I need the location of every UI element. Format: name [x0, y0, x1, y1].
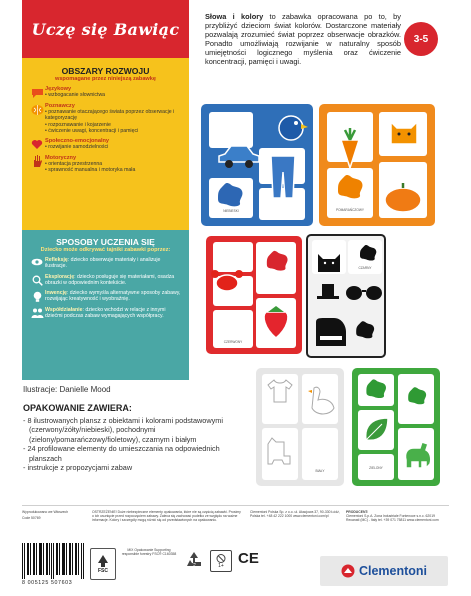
area-item: • sprawność manualna i motoryka mała — [45, 167, 182, 173]
series-logo: Uczę się Bawiąc — [31, 19, 180, 39]
tree-icon — [96, 554, 110, 568]
board-card — [302, 428, 338, 480]
brand-emblem-icon — [341, 564, 355, 578]
leaf-piece — [362, 414, 392, 444]
no-child-icon — [215, 554, 227, 563]
sunglasses-piece — [344, 284, 384, 302]
area-item: • wzbogacanie słownictwa — [45, 92, 182, 98]
board-label: ZIELONY — [369, 465, 383, 470]
recycling-symbol — [184, 550, 204, 570]
product-description — [205, 12, 401, 66]
learning-title: SPOSOBY UCZENIA SIĘ — [56, 237, 155, 247]
dog-piece — [264, 436, 296, 466]
board-blue — [201, 104, 313, 226]
distributor-text: Clementoni Polska Sp. z o.o. ul. Akacjowa 37, 90-330 Łódź, Polska tel. +48 42 222 1000 www.clementoni.com/pl — [250, 510, 340, 519]
splash-piece — [406, 386, 428, 406]
development-panel — [22, 58, 189, 230]
way-text: : dziecko obserwuje materiały i analizuje ilustracje. — [45, 257, 161, 270]
brand-logo — [320, 556, 448, 586]
area-name: Poznawczy — [45, 103, 75, 109]
package-list — [23, 416, 245, 473]
crab-piece — [210, 268, 244, 294]
board-label: CZERWONY — [223, 340, 243, 344]
hat-piece — [316, 282, 340, 300]
board-white — [256, 368, 344, 486]
board-black — [306, 234, 386, 358]
board-green — [352, 368, 440, 486]
area-item: • orientacja przestrzenna — [45, 161, 182, 167]
brain-icon — [29, 103, 45, 117]
area-item: • ćwiczenie uwagi, koncentracji i pamięci — [45, 128, 182, 134]
eye-icon — [29, 257, 45, 270]
way-text: : dziecko wymyśla alternatywne sposoby zabawy, rozwijając kreatywność i wyobraźnię. — [45, 290, 181, 303]
brand-name: Clementoni — [358, 564, 428, 578]
learning-panel — [22, 230, 189, 380]
producer-block — [346, 510, 446, 523]
area-name: Językowy — [45, 86, 72, 92]
way-text: : dziecko wchodzi w relacje z innymi dziećmi podczas zabaw wymagających współpracy. — [45, 307, 166, 320]
fsc-text: MIX Opakowanie Supporting responsible forestry FSC® C160358 — [121, 548, 177, 557]
strawberry-piece — [260, 302, 292, 340]
splash-piece — [335, 174, 365, 200]
magnifier-icon — [29, 274, 45, 287]
board-card — [209, 112, 253, 148]
area-motor — [29, 155, 182, 174]
learning-subtitle: Dziecko może odkrywać tajniki zabawki poprzez: — [40, 247, 171, 253]
description-text: to zabawka opracowana po to, by przybliżyć dzieciom świat kolorów. Dostarczone materiały pozwalają zrozumieć świat poprzez obserwacje obrazków. Ponadto umożliwiają rozwijanie w naturalny sposób umiejętności logicznego myślenia oraz ćwiczenie koncentracji, pamięci i uwagi. — [205, 12, 401, 66]
left-column — [22, 0, 189, 380]
age-warning-symbol — [210, 550, 232, 572]
way-name: Inwencję — [45, 290, 67, 297]
way-exploration — [29, 274, 182, 287]
footer-divider — [22, 505, 449, 506]
splash-piece — [364, 378, 388, 400]
development-subtitle: wspomagane przez niniejszą zabawkę — [54, 76, 157, 82]
made-in-text — [22, 510, 82, 520]
way-text: : dziecko posługuje się materiałami, osadza obrazki w odpowiednim kontekście. — [45, 273, 175, 286]
area-cognitive — [29, 103, 182, 135]
hand-icon — [29, 155, 45, 169]
splash-piece — [354, 320, 376, 340]
splash-piece — [264, 250, 290, 272]
way-name: Eksplorację — [45, 273, 75, 280]
goose-piece — [306, 384, 336, 418]
pumpkin-piece — [383, 182, 423, 214]
fsc-logo — [90, 548, 116, 580]
way-name: Refleksję — [45, 257, 68, 263]
producer-title: PRODUCENT: — [346, 510, 369, 514]
area-name: Motoryczny — [45, 154, 77, 161]
piano-piece — [314, 316, 348, 348]
board-card — [358, 454, 394, 480]
product-code: Code 50769 — [22, 516, 41, 521]
age-badge: 3-5 — [404, 22, 438, 56]
way-reflection — [29, 257, 182, 270]
bulb-icon — [29, 290, 45, 303]
board-label: POMARAŃCZOWY — [336, 208, 364, 212]
shirt-piece — [266, 378, 294, 404]
speech-icon — [29, 86, 45, 100]
description-strong: Słowa i kolory — [205, 12, 264, 21]
way-cooperation — [29, 307, 182, 320]
car-piece — [217, 144, 261, 170]
area-item: • rozwijanie samodzielności — [45, 144, 182, 150]
splash-piece — [358, 244, 378, 262]
area-item: • poznawanie otaczającego świata poprzez obserwacje i kategoryzację — [45, 109, 182, 122]
fsc-label: FSC — [98, 568, 108, 574]
area-social — [29, 138, 182, 152]
area-name: Społeczno-emocjonalny — [45, 137, 110, 144]
way-invention — [29, 290, 182, 303]
trousers-piece — [267, 154, 299, 200]
way-name: Współdziałanie — [45, 307, 83, 314]
ce-mark: CE — [238, 550, 259, 567]
carrot-piece — [337, 126, 363, 170]
made-in: Wyprodukowano we Włoszech — [22, 510, 69, 514]
barcode-number: 8 005125 507603 — [22, 580, 73, 586]
dinosaur-piece — [400, 438, 434, 472]
recycle-icon — [184, 550, 204, 570]
development-title: OBSZARY ROZWOJU — [61, 66, 150, 76]
producer-text: Clementoni S.p.A. Zona Industriale Fontenoce s.n.c. 62019 Recanati (MC) - Italy tel. +39 071 75811 www.clementoni.com — [346, 514, 439, 523]
cat-black-piece — [316, 252, 342, 274]
board-card — [213, 310, 253, 348]
cat-piece — [387, 116, 421, 150]
barcode — [22, 543, 84, 579]
splash-piece — [215, 182, 245, 208]
people-icon — [29, 307, 45, 320]
warning-text: OSTRZEŻENIE! Duże niebezpieczne elementy opakowania, które nie są częścią zabawki. Prosimy o ich usunięcie przed rozpoczęciem zabawy. Zaleca się zachować pudełko ze względu na ważne informacje. Kolory i szczegóły mogą różnić się od przedstawionych na opakowaniu. — [92, 510, 241, 523]
package-item: - 8 ilustrowanych plansz z obiektami i kolorami podstawowymi (czerwony/żółty/niebieski), pochodnymi (zielony/pomarańczowy/fioletowy), czarnym i białym — [23, 416, 245, 444]
board-orange — [319, 104, 435, 226]
board-label: CZARNY — [358, 266, 372, 270]
board-label: NIEBIESKI — [223, 209, 239, 213]
area-language — [29, 86, 182, 100]
package-item: - instrukcje z propozycjami zabaw — [23, 463, 245, 472]
logo-band — [22, 0, 189, 58]
package-title: OPAKOWANIE ZAWIERA: — [23, 403, 132, 413]
illustrator-credit: Ilustracje: Danielle Mood — [23, 385, 111, 394]
area-item: • rozpoznawanie i kojarzenie — [45, 122, 182, 128]
age-symbol-label: 1+ — [218, 562, 224, 569]
board-label: BIAŁY — [315, 469, 325, 473]
package-item: - 24 profilowane elementy do umieszczania na odpowiednich planszach — [23, 444, 245, 463]
heart-icon — [29, 138, 45, 152]
bird-piece — [275, 110, 309, 144]
board-red — [206, 236, 302, 354]
